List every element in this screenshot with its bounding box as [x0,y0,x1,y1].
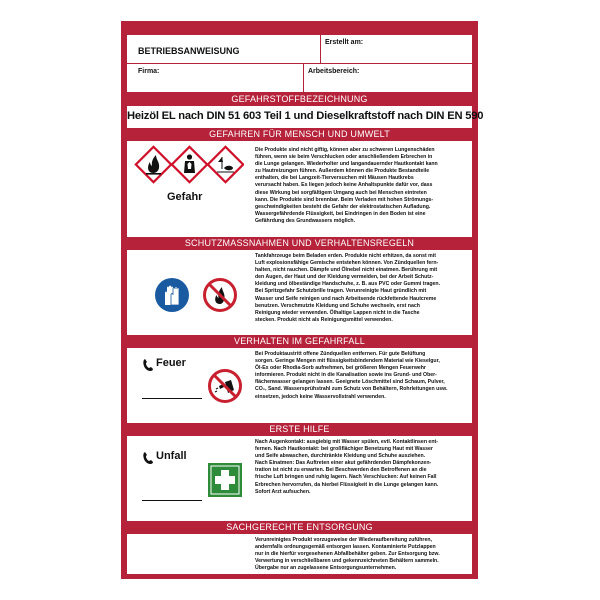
substance-name: Heizöl EL nach DIN 51 603 Teil 1 und Dieselkraftstoff nach DIN EN 590 [127,110,484,122]
disposal-line: Verunreinigtes Produkt vorzugsweise der Wiederaufbereitung zuführen, [255,537,432,543]
flame-ghs-icon [136,147,171,182]
created-cell[interactable] [321,35,472,63]
first-aid-block [127,436,472,521]
first-aid-icon [207,462,243,498]
protection-line: den Augen, der Haut und der Kleidung vermeiden, bei der Arbeit Schutz- [255,274,434,281]
substance-block [127,106,484,128]
hazards-line: führen, wenn sie beim Verschlucken oder anschließendem Erbrechen in [255,154,433,161]
health-hazard-ghs-icon [172,147,207,182]
fire-line: informieren. Produkt nicht in die Kanalisation sowie ins Grund- und Ober- [255,372,437,379]
first-aid-line: tration ist nicht zu erwarten. Bei Beschwerden den Betroffenen an die [255,467,427,474]
fire-line: flächenwasser gelangen lassen. Geeignete Löschmittel sind Schaum, Pulver, [255,379,445,386]
operating-instructions-sign [121,21,484,579]
section-header-emergency: VERHALTEN IM GEFAHRFALL [234,336,365,346]
hazards-line: verursacht haben. Es liegen jedoch keine Anhaltspunkte dafür vor, dass [255,182,433,189]
hazards-block [127,141,472,237]
accident-label: Unfall [156,450,187,462]
protection-line: halten, nicht rauchen. Dämpfe und Ölnebel nicht einatmen. Berührung mit [255,267,438,274]
first-aid-line: fernen. Nach Hautkontakt: bei großflächiger Benetzung Haut mit Wasser [255,446,433,453]
section-header-first-aid: ERSTE HILFE [269,424,330,434]
company-label: Firma: [138,68,160,75]
hazards-line: Gefährdung des Grundwassers möglich. [255,217,356,224]
document-title: BETRIEBSANWEISUNG [138,46,240,56]
hazards-line: Wassergefährdende Flüssigkeit, bei Eindringen in den Boden ist eine [255,210,426,217]
fire-line: Öl-Ex oder Rhodia-Sorb aufnehmen, bei größeren Mengen Feuerwehr [255,365,426,372]
hazards-line: Die Produkte sind nicht giftig, können aber zu schweren Lungenschäden [255,147,435,153]
hazards-line: diese Wirkung bei sorgfältigem Umgang auch bei Menschen eintreten [255,189,427,196]
first-aid-line: Nach Augenkontakt: ausgiebig mit Wasser spülen, evtl. Kontaktlinsen ent- [255,439,438,445]
protection-line: kleidung und ölbeständige Handschuhe, z. B. aus PVC oder Gummi tragen. [255,281,441,288]
no-extinguish-icon [207,368,243,404]
disposal-line: Verwertung in verschließbaren und gekennzeichneten Behältern sammeln. [255,558,439,565]
first-aid-line: und Seife abwaschen, durchtränkte Kleidung und Schuhe ausziehen. [255,453,426,460]
environment-ghs-icon [208,147,243,182]
disposal-block [127,534,472,574]
accident-phone-line[interactable] [142,500,202,501]
disposal-line: andernfalls ordnungsgemäß entsorgen lassen. Kontaminierte Putzlappen [255,544,436,551]
section-header-substance: GEFAHRSTOFFBEZEICHNUNG [231,94,368,104]
no-open-flame-icon [202,277,238,313]
fire-label: Feuer [156,357,186,369]
fire-line: Bei Produktaustritt offene Zündquellen entfernen. Für gute Belüftung [255,351,426,357]
protection-line: Tankfahrzeuge beim Beladen erden. Produkte nicht erhitzen, da sonst mit [255,253,436,259]
hazards-line: zu Hautreizungen führen. Außerdem können die Produkte Bestandteile [255,168,430,175]
first-aid-line: frische Luft bringen und ruhig lagern. Nach Verschlucken: Auf keinen Fall [255,474,437,481]
fire-line: CO₂, Sand. Wassersprühstrahl zum Schutz von Behältern, Rohrleitungen usw. [255,386,448,393]
section-header-protection: SCHUTZMASSNAHMEN UND VERHALTENSREGELN [184,238,415,248]
fire-line: einsetzen, jedoch keine Wasservollstrahl verwenden. [255,393,386,400]
section-header-hazards: GEFAHREN FÜR MENSCH UND UMWELT [209,129,390,139]
first-aid-text [255,439,470,519]
section-header-disposal: SACHGERECHTE ENTSORGUNG [226,522,373,532]
ghs-pictograms [132,145,244,185]
signal-word: Gefahr [167,191,203,203]
hazards-line: kann. Die Produkte sind brennbar. Beim Verladen mit hohen Strömungs- [255,196,434,203]
workarea-cell[interactable] [304,64,472,92]
first-aid-line: Nach Einatmen: Das Auftreten einer akut gefährdenden Dämpfekonzen- [255,460,432,467]
disposal-text [255,537,470,573]
workarea-label: Arbeitsbereich: [308,68,360,75]
hazards-line: die Lunge gelangen. Wiederholter und langandauernder Hautkontakt kann [255,161,438,168]
protection-line: benutzen. Verschmutzte Kleidung und Schuhe wechseln, erst nach [255,302,420,309]
fire-line: sorgen. Geringe Mengen mit flüssigkeitsbindendem Material wie Kieselgur, [255,358,440,365]
created-label: Erstellt am: [325,39,364,46]
protection-text [255,253,470,333]
first-aid-line: Erbrechen hervorrufen, da hierbei Flüssigkeit in die Lunge gelangen kann. [255,481,439,488]
protection-line: Reinigung wieder verwenden. Ölhaltige Lappen nicht in die Tasche [255,309,420,316]
disposal-line: Übergabe nur an zugelassene Entsorgungsunternehmen. [255,565,397,572]
fire-text [255,351,470,421]
protection-line: Wasser und Seife reinigen und nach Arbeitsende rückfettende Hautcreme [255,295,437,302]
protection-block [127,250,472,335]
hazards-line: geschwindigkeiten besteht die Gefahr der elektrostatischen Aufladung. [255,203,431,210]
emergency-block [127,348,472,423]
disposal-line: nur in die hierfür vorgesehenen Abfallbehälter geben. Zur Entsorgung bzw. [255,551,440,558]
protection-line: stecken. Produkt nicht als Reinigungsmittel verwenden. [255,316,393,323]
hazards-text [255,147,470,235]
company-cell[interactable] [127,64,303,92]
protection-line: Bei Spritzgefahr Schutzbrille tragen. Verunreinigte Haut gründlich mit [255,288,427,295]
gloves-mandatory-icon [154,277,190,313]
phone-icon [142,451,154,465]
protection-line: Luft explosionsfähige Gemische entstehen können. Von Zündquellen fern- [255,260,439,267]
phone-icon [142,358,154,372]
hazards-line: enthalten, die bei Langzeit-Tierversuchen mit Mäusen Hautkrebs [255,175,414,182]
fire-phone-line[interactable] [142,398,202,399]
first-aid-line: Sofort Arzt aufsuchen. [255,488,311,495]
title-cell [127,35,320,63]
